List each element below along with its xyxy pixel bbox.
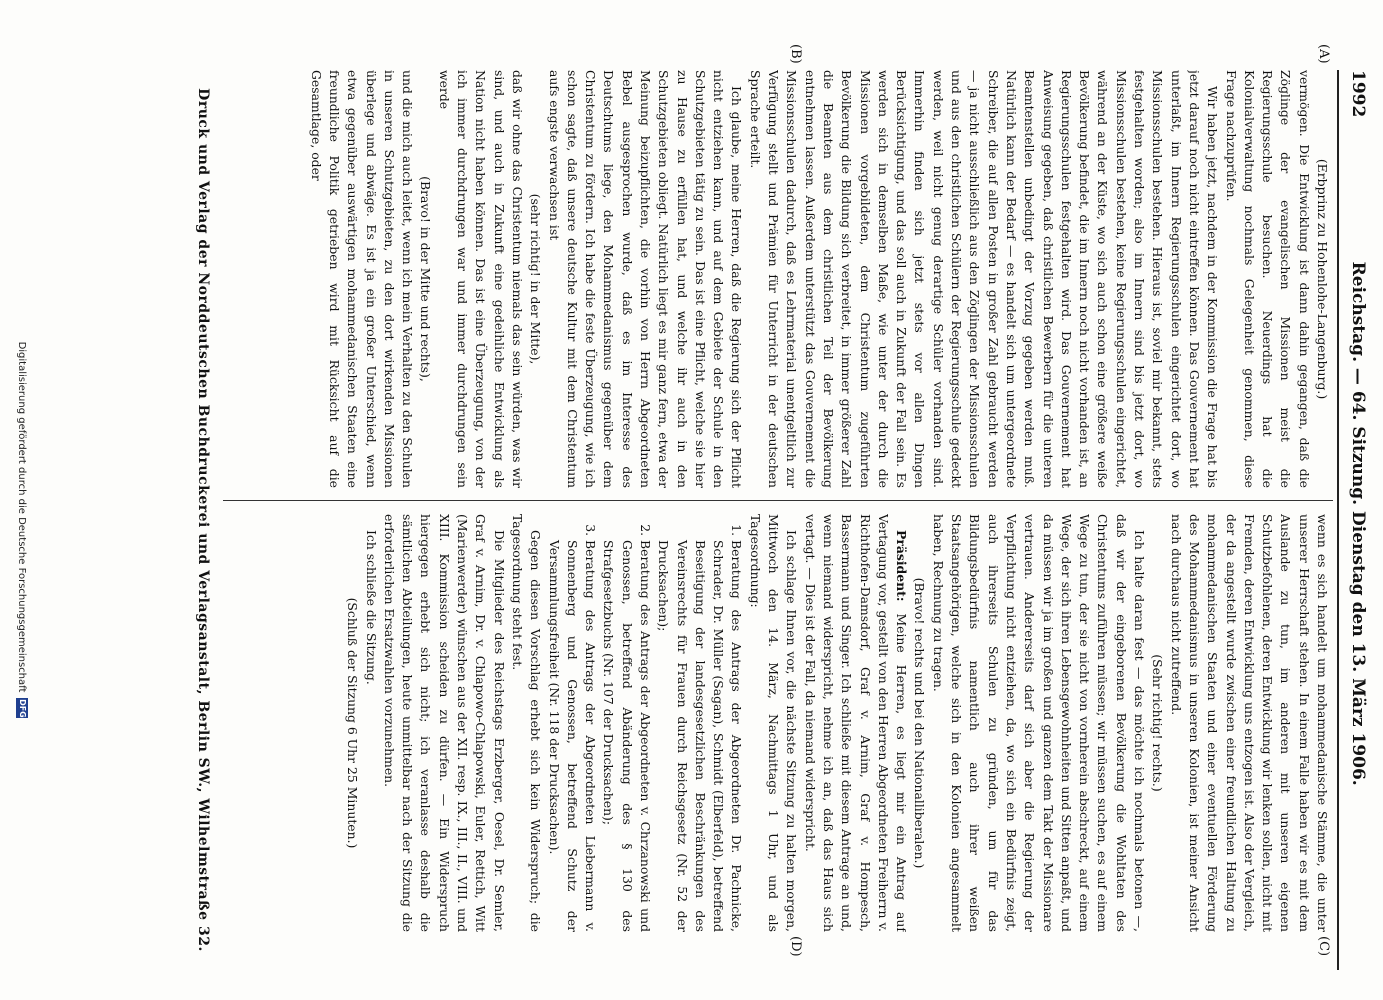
paragraph: vermögen. Die Entwicklung ist dann dahin gegangen, daß die Zöglinge der evangelischen Missionen meist die Regierungsschule besuchen. Neuerdings hat die Kolonialverwaltung nochmals Gelegenheit genommen, diese Frage nachzuprüfen. bbox=[1223, 70, 1312, 488]
paragraph: Gegen diesen Vorschlag erhebt sich kein Widerspruch; die Tagesordnung steht fest. bbox=[509, 514, 544, 932]
paragraph: Wir haben jetzt, nachdem in der Kommission die Frage hat bis jetzt darauf noch nicht eintreffen können. Das Gouvernement hat unterlaßt, im Innern Regierungsschulen eingerichtet dort, wo Missionsschulen bestehen. Hieraus ist, soviel mir bekannt, stets festgehalten worden; also im Innern sind bis jetzt dort, wo Missionsschulen bestehen, keine Regierungsschulen eingerichtet, während an der Küste, wo sich auch schon eine größere weiße Bevölkerung befindet, die im Innern noch nicht vorhanden ist, an Regierungsschulen festgehalten wird. Das Gouvernement hat Anweisung gegeben, daß christlichen Bewerbern für die unteren Beamtenstellen unbedingt der Vorzug gegeben werden muß. Natürlich kann der Bedarf — es handelt sich um untergeordnete Schreiber, die auf allen Posten in großer Zahl gebraucht werden — ja nicht ausschließlich aus den Zöglingen der Missionsschulen und aus den christlichen Schülern der Regierungsschule gedeckt werden, weil nicht genug derartige Schüler vorhanden sind. Immerhin finden sich jetzt stets vor allen Dingen Berücksichtigung, und das soll auch in Zukunft der Fall sein. Es werden sich in demselben Maße, wie unter der durch die Missionen vorgebildeten, dem Christentum zugeführten Bevölkerung die Bildung sich verbreitet, in immer größerer Zahl die Beamten aus dem christlichen Teil der Bevölkerung entnehmen lassen. Außerdem unterstützt das Gouvernement die Missionsschulen dadurch, daß es Lehrmaterial unentgeltlich zur Verfügung stellt und Prämien für Unterricht in der deutschen Sprache erteilt. bbox=[747, 70, 1221, 488]
margin-marker-d: (D) bbox=[788, 936, 803, 957]
agenda-item: 2. Beratung des Antrags der Abgeordneten v. Chrzanowski und Genossen, betreffend Abänderung des § 130 des Strafgesetzbuchs (Nr. 107 der Drucksachen); bbox=[599, 540, 654, 932]
president-label: Präsident: bbox=[894, 530, 910, 602]
funding-text: Digitalisierung gefördert durch die Deutsche Forschungsgemeinschaft bbox=[16, 341, 28, 693]
column-divider bbox=[223, 500, 1333, 501]
speaker-name: (Erbprinz zu Hohenlohe-Langenburg.) bbox=[1315, 158, 1330, 400]
agenda-list bbox=[544, 514, 745, 932]
dfg-logo-icon: DFG bbox=[18, 699, 27, 718]
president-paragraph bbox=[800, 514, 910, 932]
president-text: Meine Herren, es liegt mir ein Antrag auf Vertagung vor, gestellt von den Herren Abgeordneten Freiherrn v. Richthofen-Damsdorf, Graf v. Arnim, Graf v. Hompesch, Bassermann und Singer. Ich schließe mit diesem Antrage an und, wenn niemand widerspricht, nehme ich an, daß das Haus sich vertagt. — Dies ist der Fall, da niemand widerspricht. bbox=[802, 514, 910, 932]
interjection: (Bravo! rechts und bei den Nationalliberalen.) bbox=[912, 577, 928, 869]
right-column bbox=[221, 514, 1331, 932]
funding-note bbox=[16, 90, 28, 970]
agenda-item: 1. Beratung des Antrags der Abgeordneten Dr. Pachnicke, Schrader, Dr. Müller (Sagan), Schmidt (Elberfeld), betreffend Beseitigung der landesgesetzlichen Beschränkungen des Vereinsrechts für Frauen durch Reichsgesetz (Nr. 52 der Drucksachen); bbox=[654, 540, 745, 932]
paragraph: Ich halte daran fest — das möchte ich nochmals betonen —, daß wir der eingeborenen Bevölkerung die Wohltaten des Christentums zuführen müssen; wir müssen suchen, es auf einem Wege zu tun, der sie nicht von vornherein abschreckt, auf einem Wege, der sich ihren Lebensgewohnheiten und Sitten anpaßt, und da müssen wir ja im großen und ganzen dem Takt der Missionare vertrauen. Andererseits darf sich aber die Regierung der Verpflichtung nicht entziehen, da, wo sich ein Bedürfnis zeigt, auch ihrerseits Schulen zu gründen, um für das Bildungsbedürfnis namentlich auch ihrer weißen Staatsangehörigen, welche sich in den Kolonien angesammelt haben, Rechnung zu tragen. bbox=[930, 514, 1148, 932]
page-title: Reichstag. — 64. Sitzung. Dienstag den 13. März 1906. bbox=[1348, 261, 1368, 786]
agenda-item: 3. Beratung des Antrags der Abgeordneten Liebermann v. Sonnenberg und Genossen, betreffend Schutz der Versammlungsfreiheit (Nr. 118 der Drucksachen). bbox=[544, 540, 599, 932]
session-end-note: (Schluß der Sitzung 6 Uhr 25 Minuten.) bbox=[345, 597, 361, 849]
interjection: (sehr richtig! in der Mitte), bbox=[528, 193, 544, 365]
printer-imprint: Druck und Verlag der Norddeutschen Buchdruckerei und Verlagsanstalt, Berlin SW., Wilhelmstraße 32. bbox=[195, 88, 211, 952]
interjection: (Bravo! in der Mitte und rechts), bbox=[418, 176, 434, 382]
paragraph: daß wir ohne das Christentum niemals das sein würden, was wir sind, und auch in Zukunft eine gedeihliche Entwicklung als Nation nicht haben können. Das ist eine Überzeugung, von der ich immer durchdrungen war und immer durchdrungen sein werde bbox=[436, 70, 525, 488]
interjection: (Sehr richtig! rechts.) bbox=[1150, 654, 1166, 792]
margin-marker-a: (A) bbox=[1316, 44, 1331, 64]
paragraph: Ich schließe die Sitzung. bbox=[363, 530, 379, 685]
page-header bbox=[1341, 70, 1375, 970]
paragraph: Ich glaube, meine Herren, daß die Regierung sich der Pflicht nicht entziehen kann, und auf dem Gebiete der Schule in den Schutzgebieten tätig zu sein. Das ist eine Pflicht, welche sie hier zu Hause zu erfüllen hat, und welche ihr auch in den Schutzgebieten obliegt. Natürlich liegt es mir ganz fern, etwa der Meinung beizupflichten, die vorhin von Herrn Abgeordneten Bebel ausgesprochen wurde, daß es im Interesse des Deutschtums liege, den Mohammedanismus gegenüber dem Christentum zu fördern. Ich habe die feste Überzeugung, wie ich schon sagte, daß unsere deutsche Kultur mit dem Christentum aufs engste verwachsen ist bbox=[546, 70, 745, 488]
margin-marker-b: (B) bbox=[788, 44, 803, 64]
left-column bbox=[221, 70, 1331, 488]
paragraph: wenn es sich handelt um mohammedanische Stämme, die unter unserer Herrschaft stehen. In einem Falle haben wir es mit dem Auslande zu tun, im anderen mit unseren eigenen Schutzbefohlenen, deren Entwicklung wir lenken sollen, nicht mit Fremden, deren Entwicklung uns entzogen ist. Also der Vergleich, der da angestellt wurde zwischen einer freundlichen Haltung zu mohammedanischen Staaten und einer eventuellen Förderung des Mohammedanismus in unseren Kolonien, ist meiner Ansicht nach durchaus nicht zutreffend. bbox=[1168, 514, 1330, 932]
paragraph: und die mich auch leitet, wenn ich mein Verhalten zu den Schulen in unseren Schutzgebieten, zu den dort wirkenden Missionen überlege und abwäge. Es ist ja ein großer Unterschied, wenn etwa gegenüber auswärtigen mohammedanischen Staaten eine freundliche Politik getrieben wird mit Rücksicht auf die Gesamtlage, oder bbox=[308, 70, 416, 488]
header-rule bbox=[1337, 70, 1339, 970]
paragraph: Die Mitglieder des Reichstags Erzberger, Oesel, Dr. Semler, Graf v. Arnim, Dr. v. Chlapowo-Chlapowski, Euler, Rettich, Witt (Marienwerder) wünschen aus der XII. resp. IX., III., II., VIII. und XIII. Kommission scheiden zu dürfen. — Ein Widerspruch hiergegen erhebt sich nicht; ich veranlasse deshalb die sämtlichen Abteilungen, heute unmittelbar nach der Sitzung die erforderlichen Ersatzwahlen vorzunehmen. bbox=[381, 514, 507, 932]
margin-marker-c: (C) bbox=[1316, 936, 1331, 957]
page-number: 1992 bbox=[1348, 70, 1368, 118]
paragraph: Ich schlage Ihnen vor, die nächste Sitzung zu halten morgen, Mittwoch den 14. März, Nachmittags 1 Uhr, und als Tagesordnung: bbox=[747, 514, 800, 932]
